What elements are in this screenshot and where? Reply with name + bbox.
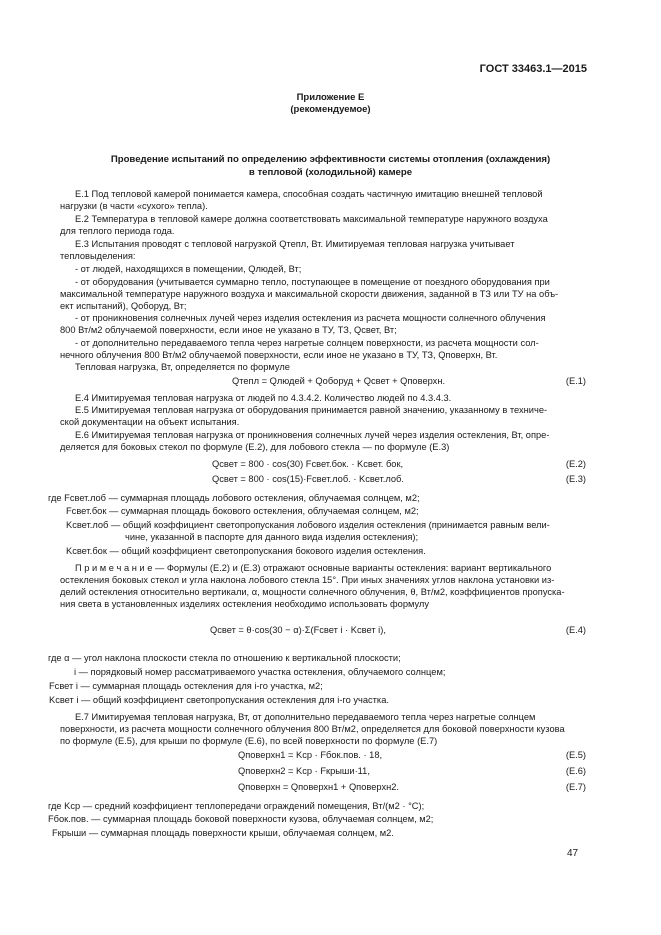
equation-e4: Qсвет = θ·cos(30 − α)·Σ(Fсвет i · Kсвет i),: [210, 625, 386, 635]
equation-e1: Qтепл = Qлюдей + Qоборуд + Qсвет + Qповерхн.: [232, 376, 446, 386]
equation-e7-number: (Е.7): [565, 782, 586, 792]
equation-e2-number: (Е.2): [565, 459, 586, 469]
note-line2: остекления боковых стекол и угла наклона лобового стекла 15°. При иных значениях углов наклона установки из-: [60, 575, 555, 585]
paragraph-e5-line2: ской документации на объект испытания.: [60, 417, 240, 427]
where-fsvet-bok: Fсвет.бок — суммарная площадь бокового остекления, облучаемая солнцем, м2;: [66, 506, 419, 516]
paragraph-e4: Е.4 Имитируемая тепловая нагрузка от людей по 4.3.4.2. Количество людей по 4.3.4.3.: [75, 393, 452, 403]
equation-e1-number: (Е.1): [565, 376, 586, 386]
section-heading-line2: в тепловой (холодильной) камере: [248, 167, 413, 178]
list-item-solar-line2: 800 Вт/м2 облучаемой поверхности, если иное не указано в ТУ, ТЗ, Qсвет, Вт;: [60, 325, 397, 335]
list-item-equipment-line3: ект испытаний), Qоборуд, Вт;: [60, 301, 187, 311]
equation-e7: Qповерхн = Qповерхн1 + Qповерхн2.: [238, 782, 399, 792]
list-item-people: - от людей, находящихся в помещении, Qлюдей, Вт;: [75, 264, 302, 274]
paragraph-e1-line1: Е.1 Под тепловой камерой понимается камера, способная создать частичную имитацию внешней тепловой: [75, 189, 543, 199]
list-item-equipment-line1: - от оборудования (учитывается суммарно тепло, поступающее в помещение от поездного оборудования при: [75, 277, 550, 287]
appendix-title: Приложение Е: [296, 92, 365, 103]
section-heading-line1: Проведение испытаний по определению эффективности системы отопления (охлаждения): [110, 154, 551, 165]
list-item-surface-line2: нечного облучения 800 Вт/м2 облучаемой поверхности, если иное не указано в ТУ, ТЗ, Qповерхн, Вт.: [60, 350, 498, 360]
where-fsvet-lob: где Fсвет.лоб — суммарная площадь лобового остекления, облучаемая солнцем, м2;: [48, 493, 420, 503]
page-number: 47: [567, 848, 579, 859]
appendix-status: (рекомендуемое): [290, 104, 371, 115]
paragraph-e2-line1: Е.2 Температура в тепловой камере должна соответствовать максимальной температуре наружного воздуха: [75, 214, 548, 224]
equation-e6-number: (Е.6): [565, 766, 586, 776]
note-line4: ния света в установленных изделиях остекления необходимо использовать формулу: [60, 599, 430, 609]
where-ksvet-bok: Kсвет.бок — общий коэффициент светопропускания бокового изделия остекления.: [66, 546, 426, 556]
where-fsvet-i: Fсвет i — суммарная площадь остекления для i-го участка, м2;: [49, 681, 323, 691]
equation-e4-number: (Е.4): [565, 625, 586, 635]
paragraph-e2-line2: для теплого периода года.: [60, 226, 175, 236]
note-line1: П р и м е ч а н и е — Формулы (Е.2) и (Е.3) отражают основные варианты остекления: вариант вертикального: [75, 563, 552, 573]
where-alpha: где α — угол наклона плоскости стекла по отношению к вертикальной плоскости;: [48, 653, 401, 663]
paragraph-e3-line2: тепловыделения:: [60, 251, 136, 261]
where-fbok-pov: Fбок.пов. — суммарная площадь боковой поверхности кузова, облучаемая солнцем, м2;: [48, 814, 434, 824]
equation-e5: Qповерхн1 = Kср · Fбок.пов. · 18,: [238, 750, 383, 760]
equation-e3: Qсвет = 800 · cos(15)·Fсвет.лоб. · Kсвет.лоб.: [212, 474, 404, 484]
paragraph-e7-line2: поверхности, из расчета мощности солнечного облучения 800 Вт/м2, определяется для боковой поверхности кузова: [60, 724, 565, 734]
paragraph-e7-line1: Е.7 Имитируемая тепловая нагрузка, Вт, от дополнительно передаваемого тепла через нагретые солнцем: [75, 712, 536, 722]
equation-e6: Qповерхн2 = Kср · Fкрыши·11,: [238, 766, 370, 776]
where-ksvet-lob-line1: Kсвет.лоб — общий коэффициент светопропускания лобового изделия остекления (принимается равным вели-: [66, 520, 550, 530]
paragraph-e6-line1: Е.6 Имитируемая тепловая нагрузка от проникновения солнечных лучей через изделия остекления, Вт, опре-: [75, 430, 550, 440]
list-item-surface-line1: - от дополнительно передаваемого тепла через нагретые солнцем поверхности, из расчета мощности сол-: [75, 338, 539, 348]
where-fkryshi: Fкрыши — суммарная площадь поверхности крыши, облучаемая солнцем, м2.: [52, 828, 394, 838]
equation-e2: Qсвет = 800 · cos(30) Fсвет.бок. · Kсвет. бок,: [212, 459, 404, 469]
note-line3: делий остекления относительно вертикали, α, мощности солнечного облучения, θ, Вт/м2, коэффициентов пропуска-: [60, 587, 565, 597]
paragraph-e6-line2: деляется для боковых стекол по формуле (Е.2), для лобового стекла — по формуле (Е.3): [60, 442, 450, 452]
equation-e5-number: (Е.5): [565, 750, 586, 760]
paragraph-heat-load-intro: Тепловая нагрузка, Вт, определяется по формуле: [75, 362, 290, 372]
paragraph-e7-line3: по формуле (Е.5), для крыши по формуле (Е.6), по всей поверхности по формуле (Е.7): [60, 736, 438, 746]
standard-number: ГОСТ 33463.1—2015: [479, 63, 587, 75]
equation-e3-number: (Е.3): [565, 474, 586, 484]
paragraph-e3-line1: Е.3 Испытания проводят с тепловой нагрузкой Qтепл, Вт. Имитируемая тепловая нагрузка учитывает: [75, 239, 515, 249]
where-ksvet-i: Kсвет i — общий коэффициент светопропускания остекления для i-го участка.: [49, 695, 389, 705]
paragraph-e5-line1: Е.5 Имитируемая тепловая нагрузка от оборудования принимается равной значению, указанному в техниче-: [75, 405, 548, 415]
list-item-equipment-line2: максимальной температуре наружного воздуха и максимальной скорости движения, заданной в ТЗ или ТУ на объ-: [60, 289, 559, 299]
paragraph-e1-line2: нагрузки (в части «сухого» тепла).: [60, 201, 208, 211]
list-item-solar-line1: - от проникновения солнечных лучей через изделия остекления из расчета мощности солнечного облучения: [75, 313, 546, 323]
where-kcp: где Kср — средний коэффициент теплопередачи ограждений помещения, Вт/(м2 · °С);: [48, 801, 425, 811]
where-ksvet-lob-line2: чине, указанной в паспорте для данного вида изделия остекления);: [125, 532, 419, 542]
where-i: i — порядковый номер рассматриваемого участка остекления, облучаемого солнцем;: [74, 667, 446, 677]
